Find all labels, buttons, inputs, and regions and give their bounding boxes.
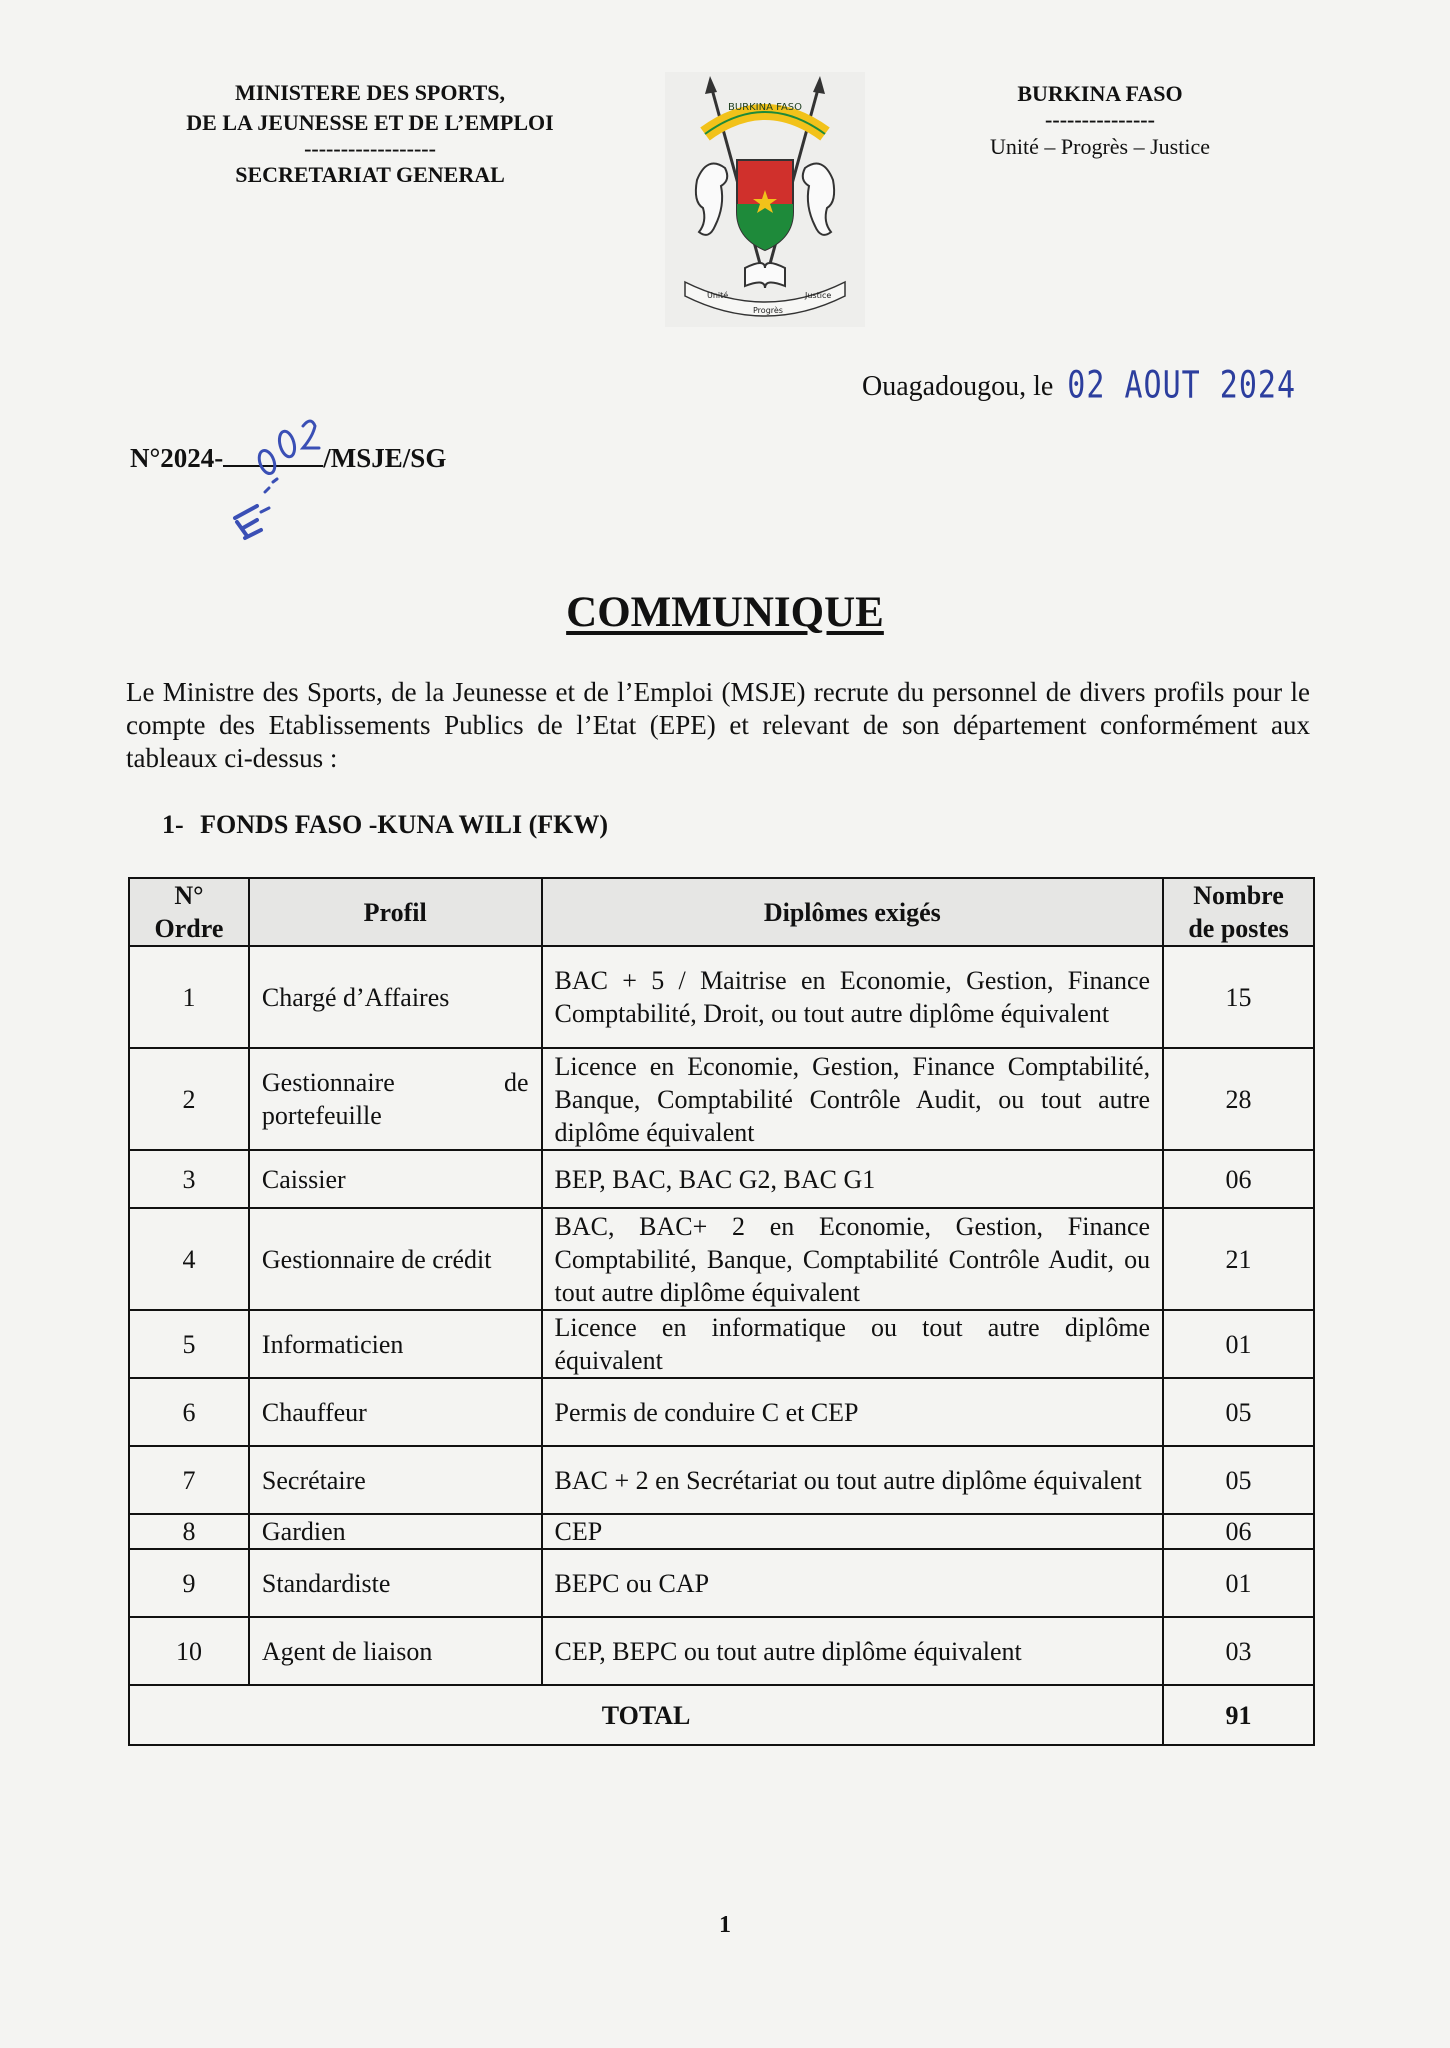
row-profil: Chargé d’Affaires [249, 946, 542, 1048]
row-diplome: CEP [542, 1514, 1164, 1549]
date-stamp: 02 AOUT 2024 [1067, 363, 1297, 408]
date-line [862, 363, 1297, 408]
country-motto: Unité – Progrès – Justice [990, 134, 1210, 159]
row-profil: Standardiste [249, 1549, 542, 1617]
row-profil: Informaticien [249, 1310, 542, 1378]
row-profil: Secrétaire [249, 1446, 542, 1514]
row-profil: Gestionnaire de portefeuille [249, 1048, 542, 1150]
country-separator: --------------- [1045, 107, 1155, 132]
row-number: 5 [129, 1310, 249, 1378]
reference-suffix: /MSJE/SG [323, 443, 447, 473]
emblem-ribbon-text: BURKINA FASO [727, 102, 803, 113]
handwritten-reference-text: 002 [225, 400, 227, 401]
row-profil: Gestionnaire de crédit [249, 1208, 542, 1310]
header-nombre-postes: Nombre de postes [1163, 878, 1314, 946]
row-number: 6 [129, 1378, 249, 1446]
total-value: 91 [1163, 1685, 1314, 1745]
row-diplome: Permis de conduire C et CEP [542, 1378, 1164, 1446]
row-diplome: Licence en Economie, Gestion, Finance Comptabilité, Banque, Comptabilité Contrôle Audit, ou tout autre diplôme équivalent [542, 1048, 1164, 1150]
row-profil: Chauffeur [249, 1378, 542, 1446]
row-postes: 05 [1163, 1446, 1314, 1514]
table-row [129, 1150, 1314, 1208]
secretariat-general: SECRETARIAT GENERAL [235, 162, 505, 187]
table-row [129, 1310, 1314, 1378]
total-label: TOTAL [129, 1685, 1163, 1745]
row-postes: 01 [1163, 1310, 1314, 1378]
table-total-row [129, 1685, 1314, 1745]
row-diplome: BEP, BAC, BAC G2, BAC G1 [542, 1150, 1164, 1208]
row-postes: 06 [1163, 1150, 1314, 1208]
coat-of-arms-icon [665, 72, 865, 327]
coat-of-arms-emblem [665, 72, 865, 327]
emblem-banner-right: Justice [805, 291, 832, 300]
table-header-row [129, 878, 1314, 946]
intro-paragraph: Le Ministre des Sports, de la Jeunesse et de l’Emploi (MSJE) recrute du personnel de divers profils pour le compte des Etablissements Publics de l’Etat (EPE) et relevant de son département conformément aux tableaux ci-dessus : [126, 677, 1310, 773]
row-diplome: BEPC ou CAP [542, 1549, 1164, 1617]
row-postes: 21 [1163, 1208, 1314, 1310]
row-number: 1 [129, 946, 249, 1048]
row-profil: Caissier [249, 1150, 542, 1208]
date-prefix: Ouagadougou, le [862, 371, 1054, 402]
row-number: 9 [129, 1549, 249, 1617]
row-postes: 01 [1163, 1549, 1314, 1617]
ministry-name-line1: MINISTERE DES SPORTS, [234, 80, 506, 105]
ministry-header [120, 78, 620, 190]
row-number: 3 [129, 1150, 249, 1208]
recruitment-table [128, 877, 1315, 1746]
row-diplome: BAC + 2 en Secrétariat ou tout autre diplôme équivalent [542, 1446, 1164, 1514]
table-row [129, 1514, 1314, 1549]
row-number: 4 [129, 1208, 249, 1310]
emblem-banner-left: Unité [707, 291, 729, 300]
table-row [129, 1208, 1314, 1310]
row-postes: 15 [1163, 946, 1314, 1048]
row-number: 8 [129, 1514, 249, 1549]
row-number: 2 [129, 1048, 249, 1150]
table-row [129, 1617, 1314, 1685]
header-diplomes: Diplômes exigés [542, 878, 1164, 946]
row-postes: 28 [1163, 1048, 1314, 1150]
document-title: COMMUNIQUE [566, 589, 884, 636]
row-diplome: BAC + 5 / Maitrise en Economie, Gestion, Finance Comptabilité, Droit, ou tout autre diplôme équivalent [542, 946, 1164, 1048]
row-postes: 06 [1163, 1514, 1314, 1549]
row-postes: 03 [1163, 1617, 1314, 1685]
row-diplome: Licence en informatique ou tout autre diplôme équivalent [542, 1310, 1164, 1378]
row-diplome: CEP, BEPC ou tout autre diplôme équivalent [542, 1617, 1164, 1685]
table-row [129, 946, 1314, 1048]
section-title: FONDS FASO -KUNA WILI (FKW) [200, 810, 609, 839]
table-row [129, 1378, 1314, 1446]
page-number: 1 [719, 1912, 731, 1938]
section-heading [162, 810, 608, 840]
header-profil: Profil [249, 878, 542, 946]
reference-prefix: N°2024- [130, 443, 224, 473]
table-row [129, 1446, 1314, 1514]
ministry-separator: ------------------ [304, 136, 436, 161]
header-ordre: N° Ordre [129, 878, 249, 946]
country-header [950, 78, 1250, 162]
emblem-banner-center: Progrès [753, 306, 783, 315]
row-profil: Gardien [249, 1514, 542, 1549]
table-row [129, 1549, 1314, 1617]
table-row [129, 1048, 1314, 1150]
handwritten-number-icon [225, 400, 365, 560]
row-profil: Agent de liaison [249, 1617, 542, 1685]
row-diplome: BAC, BAC+ 2 en Economie, Gestion, Finance Comptabilité, Banque, Comptabilité Contrôle Audit, ou tout autre diplôme équivalent [542, 1208, 1164, 1310]
section-number: 1- [162, 810, 184, 839]
ministry-name-line2: DE LA JEUNESSE ET DE L’EMPLOI [186, 110, 554, 135]
handwritten-reference [225, 400, 365, 560]
row-postes: 05 [1163, 1378, 1314, 1446]
row-number: 7 [129, 1446, 249, 1514]
row-number: 10 [129, 1617, 249, 1685]
country-name: BURKINA FASO [1017, 81, 1183, 106]
